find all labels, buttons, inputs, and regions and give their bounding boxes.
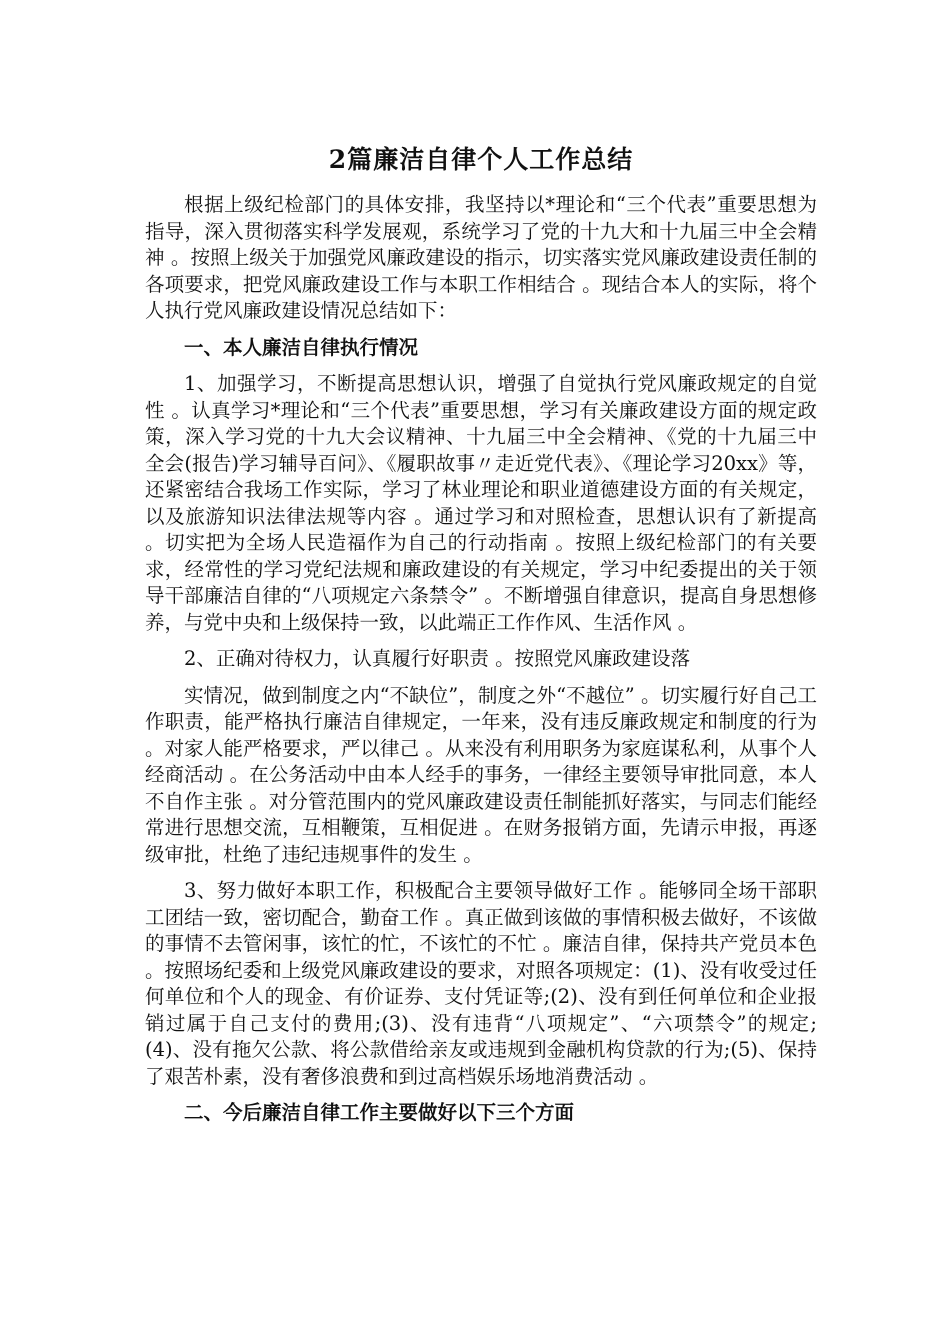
section-heading-2: 二、今后廉洁自律工作主要做好以下三个方面 <box>184 1101 575 1124</box>
item-3-paragraph: 3、努力做好本职工作，积极配合主要领导做好工作 。能够同全场干部职工团结一致，密切配合，勤奋工作 。真正做到该做的事情积极去做好，不该做的事情不去管闲事，该忙的忙，不该忙的不忙 。廉洁自律，保持共产党员本色 。按照场纪委和上级党风廉政建设的要求，对照各项规定：(1)、没有收受过任何单位和个人的现金、有价证券、支付凭证等;(2)、没有到任何单位和企业报销过属于自己支付的费用;(3)、没有违背“八项规定”、“六项禁令”的规定;(4)、没有拖欠公款、将公款借给亲友或违规到金融机构贷款的行为;(5)、保持了艰苦朴素，没有奢侈浪费和到过高档娱乐场地消费活动 。 <box>145 879 817 1088</box>
intro-paragraph: 根据上级纪检部门的具体安排，我坚持以*理论和“三个代表”重要思想为指导，深入贯彻落实科学发展观，系统学习了党的十九大和十九届三中全会精神 。按照上级关于加强党风廉政建设的指示，切实落实党风廉政建设责任制的各项要求，把党风廉政建设工作与本职工作相结合 。现结合本人的实际，将个人执行党风廉政建设情况总结如下： <box>145 193 817 322</box>
document-title: 2篇廉洁自律个人工作总结 <box>328 145 634 174</box>
item-2-paragraph: 实情况，做到制度之内“不缺位”，制度之外“不越位” 。切实履行好自己工作职责，能严格执行廉洁自律规定，一年来，没有违反廉政规定和制度的行为 。对家人能严格要求，严以律己 。从来没有利用职务为家庭谋私利，从事个人经商活动 。在公务活动中由本人经手的事务，一律经主要领导审批同意，本人不自作主张 。对分管范围内的党风廉政建设责任制能抓好落实，与同志们能经常进行思想交流，互相鞭策，互相促进 。在财务报销方面，先请示申报，再逐级审批，杜绝了违纪违规事件的发生 。 <box>145 683 817 866</box>
item-2-first-line: 2、正确对待权力，认真履行好职责 。按照党风廉政建设落 <box>184 647 691 670</box>
item-1-paragraph: 1、加强学习，不断提高思想认识，增强了自觉执行党风廉政规定的自觉性 。认真学习*理论和“三个代表”重要思想，学习有关廉政建设方面的规定政策，深入学习党的十九大会议精神、十九届三中全会精神、《党的十九届三中全会(报告)学习辅导百问》、《履职故事〃走近党代表》、《理论学习20xx》等，还紧密结合我场工作实际，学习了林业理论和职业道德建设方面的有关规定，以及旅游知识法律法规等内容 。通过学习和对照检查，思想认识有了新提高 。切实把为全场人民造福作为自己的行动指南 。按照上级纪检部门的有关要求，经常性的学习党纪法规和廉政建设的有关规定，学习中纪委提出的关于领导干部廉洁自律的“八项规定六条禁令” 。不断增强自律意识，提高自身思想修养，与党中央和上级保持一致，以此端正工作作风、生活作风 。 <box>145 372 817 634</box>
section-heading-1: 一、本人廉洁自律执行情况 <box>184 335 419 359</box>
document-page <box>145 140 817 1137</box>
